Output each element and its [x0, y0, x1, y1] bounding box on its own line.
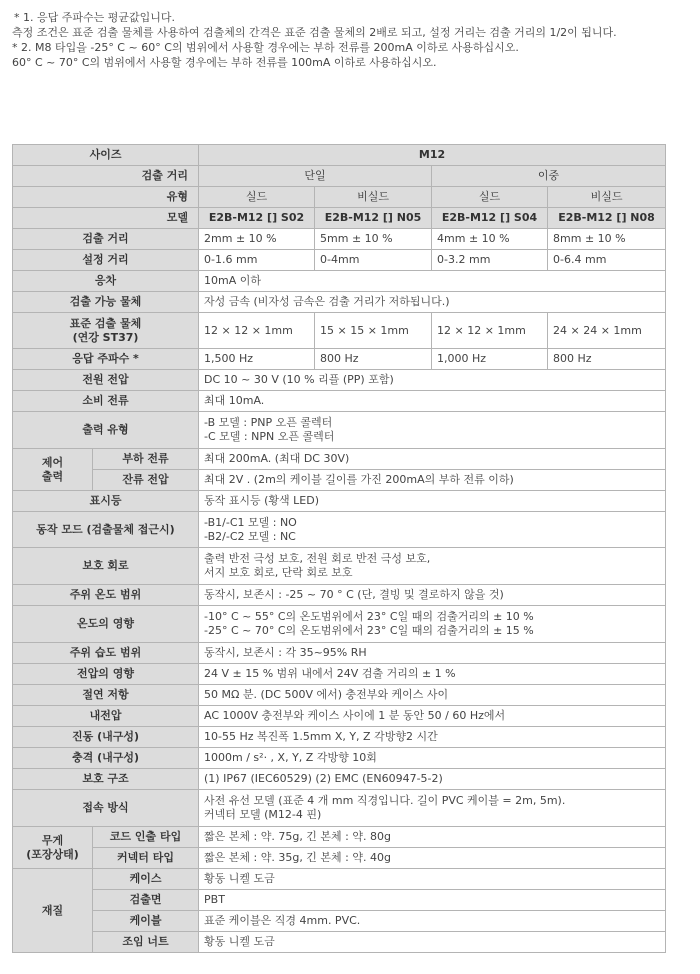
footnote-1: * 1. 응답 주파수는 평균값입니다. — [14, 11, 175, 24]
detectable-value: 자성 금속 (비자성 금속은 검출 거리가 저하됩니다.) — [199, 292, 666, 313]
row-insulation — [13, 685, 666, 706]
residual-voltage-label: 잔류 전압 — [93, 470, 199, 491]
voltage-influence-label: 전압의 영향 — [13, 664, 199, 685]
operation-mode-label: 동작 모드 (검출물체 접근시) — [13, 512, 199, 548]
operation-mode-line-2: -B2/-C2 모델 : NC — [204, 529, 296, 543]
connection-line-1: 사전 유선 모델 (표준 4 개 mm 직경입니다. 길이 PVC 케이블 = 2m, 5m). — [204, 794, 566, 807]
row-connection — [13, 790, 666, 827]
control-output-label — [13, 449, 93, 491]
row-temp-influence — [13, 606, 666, 643]
row-output-type — [13, 412, 666, 449]
standard-object-3: 12 × 12 × 1mm — [432, 313, 548, 349]
vibration-label: 진동 (내구성) — [13, 727, 199, 748]
load-current-value: 최대 200mA. (최대 DC 30V) — [199, 449, 666, 470]
type-nonshield-1: 비실드 — [315, 187, 432, 208]
response-freq-4: 800 Hz — [548, 349, 666, 370]
temp-influence-label: 온도의 영향 — [13, 606, 199, 643]
standard-object-label-2: (연강 ST37) — [72, 330, 139, 344]
row-current-consumption — [13, 391, 666, 412]
row-size — [13, 145, 666, 166]
footnote-2: * 2. M8 타입을 -25° C ~ 60° C의 범위에서 사용할 경우에는 부하 전류를 200mA 이하로 사용하십시오. — [12, 41, 519, 54]
output-type-line-2: -C 모델 : NPN 오픈 콜렉터 — [204, 430, 335, 443]
weight-label-1: 무게 — [41, 833, 64, 847]
type-shield-2: 실드 — [432, 187, 548, 208]
output-type-label: 출력 유형 — [13, 412, 199, 449]
row-material-cable — [13, 911, 666, 932]
indicator-label: 표시등 — [13, 491, 199, 512]
weight-cord-value: 짧은 본체 : 약. 75g, 긴 본체 : 약. 80g — [199, 827, 666, 848]
connection-value — [199, 790, 666, 827]
row-ambient-humidity — [13, 643, 666, 664]
detect-distance-2: 5mm ± 10 % — [315, 229, 432, 250]
row-operation-mode — [13, 512, 666, 548]
row-protection-structure — [13, 769, 666, 790]
protection-structure-value: (1) IP67 (IEC60529) (2) EMC (EN60947-5-2) — [199, 769, 666, 790]
row-detectable — [13, 292, 666, 313]
set-distance-3: 0-3.2 mm — [432, 250, 548, 271]
ambient-temp-value: 동작시, 보존시 : -25 ~ 70 ° C (단, 결빙 및 결로하지 않을 것) — [199, 585, 666, 606]
output-type-line-1: -B 모델 : PNP 오픈 콜렉터 — [204, 416, 333, 429]
row-distance-type — [13, 166, 666, 187]
weight-label-2: (포장상태) — [26, 847, 79, 861]
standard-object-4: 24 × 24 × 1mm — [548, 313, 666, 349]
row-hysteresis — [13, 271, 666, 292]
ambient-humidity-value: 동작시, 보존시 : 각 35~95% RH — [199, 643, 666, 664]
row-indicator — [13, 491, 666, 512]
row-response-freq — [13, 349, 666, 370]
protection-circuit-label: 보호 회로 — [13, 548, 199, 585]
model-4: E2B-M12 [] N08 — [548, 208, 666, 229]
material-case-value: 황동 니켈 도금 — [199, 869, 666, 890]
detect-distance-label: 검출 거리 — [13, 229, 199, 250]
row-ambient-temp — [13, 585, 666, 606]
hysteresis-label: 응차 — [13, 271, 199, 292]
detectable-label: 검출 가능 물체 — [13, 292, 199, 313]
insulation-value: 50 MΩ 분. (DC 500V 에서) 충전부와 케이스 사이 — [199, 685, 666, 706]
voltage-influence-value: 24 V ± 15 % 범위 내에서 24V 검출 거리의 ± 1 % — [199, 664, 666, 685]
row-weight-connector — [13, 848, 666, 869]
response-freq-3: 1,000 Hz — [432, 349, 548, 370]
response-freq-label: 응답 주파수 * — [13, 349, 199, 370]
set-distance-4: 0-6.4 mm — [548, 250, 666, 271]
double-label: 이중 — [432, 166, 666, 187]
shock-label: 충격 (내구성) — [13, 748, 199, 769]
response-freq-2: 800 Hz — [315, 349, 432, 370]
residual-voltage-value: 최대 2V . (2m의 케이블 길이를 가진 200mA의 부하 전류 이하) — [199, 470, 666, 491]
load-current-label: 부하 전류 — [93, 449, 199, 470]
temp-influence-value — [199, 606, 666, 643]
row-material-nut — [13, 932, 666, 953]
hysteresis-value: 10mA 이하 — [199, 271, 666, 292]
weight-cord-label: 코드 인출 타입 — [93, 827, 199, 848]
material-cable-label: 케이블 — [93, 911, 199, 932]
material-cable-value: 표준 케이블은 직경 4mm. PVC. — [199, 911, 666, 932]
row-residual-voltage — [13, 470, 666, 491]
material-face-value: PBT — [199, 890, 666, 911]
connection-label: 접속 방식 — [13, 790, 199, 827]
dielectric-label: 내전압 — [13, 706, 199, 727]
material-face-label: 검출면 — [93, 890, 199, 911]
footnote-1-detail: 측정 조건은 표준 검출 물체를 사용하여 검출체의 간격은 표준 검출 물체의 2배로 되고, 설정 거리는 검출 거리의 1/2이 됩니다. — [12, 26, 617, 39]
row-type — [13, 187, 666, 208]
connection-line-2: 커넥터 모델 (M12-4 핀) — [204, 808, 322, 821]
operation-mode-line-1: -B1/-C1 모델 : NO — [204, 515, 297, 529]
row-model — [13, 208, 666, 229]
shock-value: 1000m / s²· , X, Y, Z 각방향 10회 — [199, 748, 666, 769]
row-power-voltage — [13, 370, 666, 391]
protection-circuit-value — [199, 548, 666, 585]
model-label: 모델 — [13, 208, 199, 229]
current-consumption-value: 최대 10mA. — [199, 391, 666, 412]
footnote-2-detail: 60° C ~ 70° C의 범위에서 사용할 경우에는 부하 전류를 100mA 이하로 사용하십시오. — [12, 56, 437, 69]
control-output-label-1: 제어 — [41, 455, 64, 469]
set-distance-label: 설정 거리 — [13, 250, 199, 271]
type-shield-1: 실드 — [199, 187, 315, 208]
distance-type-label: 검출 거리 — [13, 166, 199, 187]
protection-circuit-line-1: 출력 반전 극성 보호, 전원 회로 반전 극성 보호, — [204, 552, 431, 565]
single-label: 단일 — [199, 166, 432, 187]
weight-connector-label: 커넥터 타입 — [93, 848, 199, 869]
row-weight-cord — [13, 827, 666, 848]
ambient-temp-label: 주위 온도 범위 — [13, 585, 199, 606]
row-vibration — [13, 727, 666, 748]
operation-mode-value — [199, 512, 666, 548]
output-type-value — [199, 412, 666, 449]
model-2: E2B-M12 [] N05 — [315, 208, 432, 229]
row-detect-distance — [13, 229, 666, 250]
vibration-value: 10-55 Hz 복진폭 1.5mm X, Y, Z 각방향2 시간 — [199, 727, 666, 748]
power-voltage-label: 전원 전압 — [13, 370, 199, 391]
ambient-humidity-label: 주위 습도 범위 — [13, 643, 199, 664]
standard-object-label-1: 표준 검출 물체 — [69, 316, 142, 330]
detect-distance-3: 4mm ± 10 % — [432, 229, 548, 250]
row-protection-circuit — [13, 548, 666, 585]
model-3: E2B-M12 [] S04 — [432, 208, 548, 229]
row-shock — [13, 748, 666, 769]
protection-structure-label: 보호 구조 — [13, 769, 199, 790]
standard-object-label — [13, 313, 199, 349]
standard-object-1: 12 × 12 × 1mm — [199, 313, 315, 349]
row-material-case — [13, 869, 666, 890]
material-nut-label: 조임 너트 — [93, 932, 199, 953]
response-freq-1: 1,500 Hz — [199, 349, 315, 370]
material-label: 재질 — [13, 869, 93, 953]
row-voltage-influence — [13, 664, 666, 685]
model-1: E2B-M12 [] S02 — [199, 208, 315, 229]
row-material-face — [13, 890, 666, 911]
detect-distance-4: 8mm ± 10 % — [548, 229, 666, 250]
insulation-label: 절연 저항 — [13, 685, 199, 706]
row-dielectric — [13, 706, 666, 727]
standard-object-2: 15 × 15 × 1mm — [315, 313, 432, 349]
spec-table — [12, 144, 666, 953]
current-consumption-label: 소비 전류 — [13, 391, 199, 412]
row-load-current — [13, 449, 666, 470]
size-label: 사이즈 — [13, 145, 199, 166]
power-voltage-value: DC 10 ~ 30 V (10 % 리플 (PP) 포함) — [199, 370, 666, 391]
protection-circuit-line-2: 서지 보호 회로, 단락 회로 보호 — [204, 566, 353, 579]
type-nonshield-2: 비실드 — [548, 187, 666, 208]
row-standard-object — [13, 313, 666, 349]
set-distance-2: 0-4mm — [315, 250, 432, 271]
size-value: M12 — [199, 145, 666, 166]
material-case-label: 케이스 — [93, 869, 199, 890]
temp-influence-line-2: -25° C ~ 70° C의 온도범위에서 23° C일 때의 검출거리의 ± 15 % — [204, 624, 534, 637]
type-label: 유형 — [13, 187, 199, 208]
set-distance-1: 0-1.6 mm — [199, 250, 315, 271]
weight-label — [13, 827, 93, 869]
control-output-label-2: 출력 — [41, 469, 64, 483]
weight-connector-value: 짧은 본체 : 약. 35g, 긴 본체 : 약. 40g — [199, 848, 666, 869]
temp-influence-line-1: -10° C ~ 55° C의 온도범위에서 23° C일 때의 검출거리의 ± 10 % — [204, 610, 534, 623]
material-nut-value: 황동 니켈 도금 — [199, 932, 666, 953]
dielectric-value: AC 1000V 충전부와 케이스 사이에 1 분 동안 50 / 60 Hz에서 — [199, 706, 666, 727]
footnotes — [0, 0, 700, 70]
indicator-value: 동작 표시등 (황색 LED) — [199, 491, 666, 512]
row-set-distance — [13, 250, 666, 271]
detect-distance-1: 2mm ± 10 % — [199, 229, 315, 250]
